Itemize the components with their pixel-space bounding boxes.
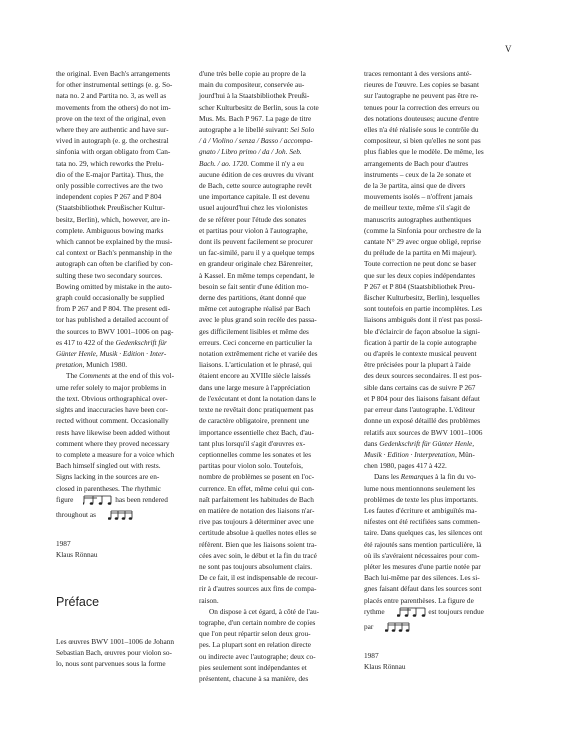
text-line: figure xyxy=(56,494,74,504)
p2-start: The xyxy=(66,371,80,381)
text-line: sur l'autographe ne peuvent pas être re- xyxy=(364,91,479,101)
text-line: partitas pour violon solo. Toutefois, xyxy=(199,461,303,471)
text-line: des deux sources secondaires. Il est pos- xyxy=(364,371,482,381)
figure-text-2: throughout as xyxy=(56,509,96,519)
text-line: rir à d'autres sources aux fins de compa- xyxy=(199,584,317,594)
text-line: currence. En effet, même celui qui con- xyxy=(199,483,315,493)
text-line: de l'exécutant et dont la notation dans le xyxy=(199,393,317,403)
text-line: pléter les mesures d'une partie notée par xyxy=(364,561,481,571)
text-line: naît parfaitement les habitudes de Bach xyxy=(199,494,314,504)
text-line: lume nous mentionnons seulement les xyxy=(364,483,476,493)
text-line: for other instrumental settings (e. g. So- xyxy=(56,80,173,90)
text-line: rive pas toujours à déterminer avec une xyxy=(199,517,314,527)
text-line: Les œuvres BWV 1001–1006 de Johann xyxy=(56,637,175,646)
text-line: nata no. 2 and Partita no. 3, as well as xyxy=(56,91,167,101)
english-author: Klaus Rönnau xyxy=(56,550,98,560)
title-part: / à / Violino / senza / Basso / accompa- xyxy=(199,136,313,146)
text-line: des notations douteuses; aucune d'entre xyxy=(364,113,479,123)
text-line: pes. La plupart sont en relation directe xyxy=(199,640,312,650)
ref-part: Musik · Edition · Interpretation xyxy=(364,449,455,459)
preface-heading: Préface xyxy=(56,595,100,609)
text-line: texte ne revêtait donc pratiquement pas xyxy=(199,405,314,415)
text-line: Toute correction ne peut donc se baser xyxy=(364,259,477,269)
text-line: même cet autographe réalisé par Bach xyxy=(199,304,311,314)
text-line: ble d'éclaircir de façon absolue la signi- xyxy=(364,326,480,336)
triplet-rhythm-notes-icon xyxy=(375,621,411,636)
text-line: du prélude de la partita en Mi majeur). xyxy=(364,248,477,258)
text-line: fication à partir de la copie autographe xyxy=(364,337,477,347)
remarques-term: Remarques xyxy=(400,472,434,482)
text-line: de meilleur texte, même s'il s'agit de xyxy=(364,203,471,213)
text-line: nombre de problèmes se posent en l'oc- xyxy=(199,472,315,482)
text-line: elles n'a été réalisée sous le contrôle du xyxy=(364,125,479,135)
fig-text-b: est toujours rendue xyxy=(426,606,484,616)
text-line: derne des partitions, étant donné que xyxy=(199,293,306,303)
text-line: en grandeur originale chez Bärenreiter, xyxy=(199,259,313,269)
col1-lines-a xyxy=(56,69,173,347)
text-line: et partitas pour violon à l'autographe, xyxy=(199,225,308,235)
text-line: erreurs. Ceci concerne en particulier la xyxy=(199,337,313,347)
text-line: sulting these two secondary sources. xyxy=(56,270,163,280)
p2-lines xyxy=(56,371,174,503)
text-line: dans xyxy=(364,438,380,448)
text-line: (comme la Sinfonia pour orchestre de la xyxy=(364,225,482,235)
text-line: certitude absolue à quelles notes elles se xyxy=(199,528,317,538)
text-line: sible dans certains cas de suivre P 267 xyxy=(364,382,476,392)
text-line: where they are authentic and have sur- xyxy=(56,125,169,135)
text-line: only possible correctives are the two xyxy=(56,181,163,191)
text-line: the sources to BWV 1001–1006 on pag- xyxy=(56,326,174,336)
text-line: arrangements de Bach pour d'autres xyxy=(364,158,469,168)
text-line: de caractère obligatoire, prennent une xyxy=(199,416,310,426)
text-line: the original. Even Bach's arrangements xyxy=(56,69,171,78)
text-line: rected without comment. Occasionally xyxy=(56,416,169,426)
text-line: notation extrêmement riche et variée des xyxy=(199,349,318,359)
reference-tail: , Munich 1980. xyxy=(82,360,128,370)
text-line: cal context or Bach's penmanship in the xyxy=(56,248,173,258)
text-line: ges difficilement lisibles et même des xyxy=(199,326,309,336)
text-line: Sebastian Bach, œuvres pour violon so- xyxy=(56,648,172,658)
text-line: tor has published a detailed account of xyxy=(56,315,169,325)
text-line: sont toutefois en partie incomplètes. Les xyxy=(364,304,482,314)
text-line: autographe a le libellé suivant: xyxy=(199,125,291,135)
text-line: et P 804 pour des liaisons faisant défaut xyxy=(364,393,480,403)
text-line: être précisées pour la plupart à l'aide xyxy=(364,360,471,370)
text-line: relatifs aux sources de BWV 1001–1006 xyxy=(364,427,483,437)
text-line: taire. Dans quelques cas, les silences ont xyxy=(364,528,483,538)
text-line: Bach lui-même par des silences. Les si- xyxy=(364,573,480,583)
text-line: tant plus lorsqu'il s'agit d'œuvres ex- xyxy=(199,438,306,448)
text-line: which cannot be explained by the musi- xyxy=(56,237,173,247)
text-line: où ils s'avéraient nécessaires pour com- xyxy=(364,550,480,560)
text-line: aucune édition de ces œuvres du vivant xyxy=(199,169,314,179)
french-paragraph-1 xyxy=(199,68,332,606)
french-intro-paragraph xyxy=(56,636,181,670)
comments-term: Comments xyxy=(79,371,110,381)
dotted-rhythm-notes-icon xyxy=(387,606,427,621)
text-line: Signs lacking in the sources are en- xyxy=(56,472,160,482)
text-line: . Comme il n'y a eu xyxy=(247,158,304,168)
text-line: une importance capitale. Il est devenu xyxy=(199,192,310,202)
french-column-2 xyxy=(199,68,332,684)
triplet-rhythm-notes-icon xyxy=(98,509,134,524)
text-line: jourd'hui à la Staatsbibliothek Preußi- xyxy=(199,91,310,101)
text-line: problèmes de texte les plus importants. xyxy=(364,494,478,504)
p4-lines xyxy=(364,472,482,604)
text-line: dans une large mesure à l'appréciation xyxy=(199,382,311,392)
ref-title-part: Günter Henle, Musik · Edition · Inter- xyxy=(56,349,167,359)
ref-title-part: pretation xyxy=(56,360,83,370)
text-line: (Staatsbibliothek Preußischer Kultur- xyxy=(56,203,165,213)
text-line: to complete a measure for a voice which xyxy=(56,449,175,459)
text-line: réfèrent. Bien que les liaisons soient tra- xyxy=(199,539,317,549)
text-line: liaisons ambiguës dont il n'est pas possi- xyxy=(364,315,483,325)
fig-text-c: par xyxy=(364,621,374,631)
text-line: sights and inaccuracies have been cor- xyxy=(56,405,168,415)
title-part: Bach. / ao. 1720 xyxy=(199,158,248,168)
text-line: P 267 et P 804 (Staatsbibliothek Preu- xyxy=(364,281,475,291)
text-line: mouvements isolés – n'offrent jamais xyxy=(364,192,473,202)
text-line: été rajoutés sans mention particulière, là xyxy=(364,539,482,549)
text-line: ume refer solely to major problems in xyxy=(56,382,167,392)
text-line: tenues pour la correction des erreurs ou xyxy=(364,102,480,112)
text-line: the text. Obvious orthographical over- xyxy=(56,393,168,403)
text-line: pies seulement sont indépendantes et xyxy=(199,662,307,672)
text-line: scher Kulturbesitz de Berlin, sous la cote xyxy=(199,102,319,112)
text-line: compositeur, si bien qu'elles ne sont pas xyxy=(364,136,481,146)
text-line: besitz, Berlin), which, however, are in- xyxy=(56,214,170,224)
figure-text: has been rendered xyxy=(113,494,168,504)
text-line: de la 3e partita, ainsi que de divers xyxy=(364,181,466,191)
col2-lines-b xyxy=(199,159,318,605)
english-paragraph-1 xyxy=(56,68,181,370)
text-line: que l'on peut répartir selon deux grou- xyxy=(199,629,311,639)
text-line: ou indirecte avec l'autographe; deux co- xyxy=(199,651,316,661)
text-line: cantate N° 29 avec orgue obligé, reprise xyxy=(364,237,481,247)
french-author: Klaus Rönnau xyxy=(364,662,406,672)
text-line: en matière de notation des liaisons n'ar- xyxy=(199,505,315,515)
text-line: dont ils peuvent facilement se procurer xyxy=(199,237,313,247)
french-paragraph-3 xyxy=(364,68,497,471)
text-line: vived in autograph (e. g. the orchestral xyxy=(56,136,169,146)
text-line: sinfonia with organ obligato from Can- xyxy=(56,147,171,157)
text-line: es 417 to 422 of the xyxy=(56,337,116,347)
title-part: Sei Solo xyxy=(290,125,315,135)
text-line: On dispose à cet égard, à côté de l'au- xyxy=(209,606,320,616)
text-line: rests have likewise been added without xyxy=(56,427,171,437)
text-line: placés entre parenthèses. La figure de xyxy=(364,595,474,605)
english-paragraph-2 xyxy=(56,370,181,524)
text-line: besoin se fait sentir d'une édition mo- xyxy=(199,281,309,291)
text-line: manuscrits autographes authentiques xyxy=(364,214,472,224)
text-line: De ce fait, il est indispensable de recour- xyxy=(199,573,318,583)
text-line: ßischer Kulturbesitz, Berlin), lesquelles xyxy=(364,293,480,303)
text-line: closed in parentheses. The rhythmic xyxy=(56,483,162,493)
text-line: présentent, chacune à sa manière, des xyxy=(199,673,309,683)
page-number: V xyxy=(505,44,512,54)
text-line: liaisons. L'articulation et le phrasé, qui xyxy=(199,360,312,370)
french-year: 1987 xyxy=(364,651,379,661)
text-line: d'une très belle copie au propre de la xyxy=(199,69,306,78)
text-line: tographe, d'un certain nombre de copies xyxy=(199,617,316,627)
text-line: traces remontant à des versions anté- xyxy=(364,69,472,78)
text-line: prove on the text of the original, even xyxy=(56,113,166,123)
p4-start: Dans les xyxy=(374,472,401,482)
text-line: Bowing omitted by mistake in the auto- xyxy=(56,281,172,291)
ref-tail: chen 1980, pages 417 à 422. xyxy=(364,461,447,471)
text-line: que sur les deux copies indépendantes xyxy=(364,270,476,280)
text-line: comment where they proved necessary xyxy=(56,438,170,448)
text-line: tata no. 29, which reworks the Prelu- xyxy=(56,158,164,168)
col3-lines-a xyxy=(364,69,484,448)
text-line: ou d'après le contexte musical peuvent xyxy=(364,349,477,359)
text-line: from P 267 and P 804. The present edi- xyxy=(56,304,171,314)
text-line: de Bach, cette source autographe revêt xyxy=(199,181,312,191)
text-line: movements from the others) do not im- xyxy=(56,102,171,112)
text-line: graph could occasionally be supplied xyxy=(56,293,165,303)
text-line: avec le plus grand soin recèle des passa- xyxy=(199,315,317,325)
text-line: at the end of this vol- xyxy=(109,371,175,381)
fig-text-a: rythme xyxy=(364,606,385,616)
text-line: ne sont pas toujours absolument clairs. xyxy=(199,561,313,571)
english-year: 1987 xyxy=(56,539,71,549)
text-line: à Kassel. En même temps cependant, le xyxy=(199,270,315,280)
french-column-3 xyxy=(364,68,497,673)
text-line: Mus. Ms. Bach P 967. La page de titre xyxy=(199,113,312,123)
text-line: à la fin du vo- xyxy=(433,472,477,482)
text-line: gnes faisant défaut dans les sources sont xyxy=(364,584,482,594)
text-line: usuel aujourd'hui chez les violonistes xyxy=(199,203,308,213)
text-line: main du compositeur, conservée au- xyxy=(199,80,305,90)
text-line: plus fiables que le modèle. De même, les xyxy=(364,147,484,157)
text-line: étaient encore au XVIIIe siècle laissés xyxy=(199,371,311,381)
text-line: rieures de l'œuvre. Les copies se basant xyxy=(364,80,479,90)
text-line: de se référer pour l'étude des sonates xyxy=(199,214,307,224)
text-line: Les fautes d'écriture et ambiguïtés ma- xyxy=(364,505,477,515)
text-line: Bach himself singled out with rests. xyxy=(56,461,161,471)
text-line: cées avec soin, le début et la fin du tracé xyxy=(199,550,317,560)
text-line: importance essentielle chez Bach, d'au- xyxy=(199,427,314,437)
text-line: par erreur dans l'autographe. L'éditeur xyxy=(364,405,476,415)
ref-title-part: Gedenkschrift für xyxy=(115,337,167,347)
ref-tail: , Mün- xyxy=(454,449,475,459)
text-line: dio of the E-major Partita). Thus, the xyxy=(56,169,164,179)
text-line: complete. Ambiguous bowing marks xyxy=(56,225,164,235)
text-line: instruments – ceux de la 2e sonate et xyxy=(364,169,472,179)
text-line: ceptionnelles comme les sonates et les xyxy=(199,449,312,459)
dotted-rhythm-notes-icon xyxy=(73,494,113,509)
title-part: gnato / Libro primo / da / Joh. Seb. xyxy=(199,147,302,157)
text-line: raison. xyxy=(199,595,219,605)
french-paragraph-2 xyxy=(199,606,332,684)
text-line: lo, nous sont parvenues sous la forme xyxy=(56,659,166,669)
text-line: autograph can often be clarified by con- xyxy=(56,259,173,269)
french-intro-column xyxy=(56,636,181,670)
text-line: independent copies P 267 and P 804 xyxy=(56,192,162,202)
ref-part: Gedenkschrift für Günter Henle, xyxy=(379,438,475,448)
text-line: nifestes ont été rectifiées sans commen- xyxy=(364,517,481,527)
french-paragraph-4 xyxy=(364,471,497,636)
text-line: un fac-similé, paru il y a quelque temps xyxy=(199,248,315,258)
english-text-column xyxy=(56,68,181,561)
text-line: donne un exposé détaillé des problèmes xyxy=(364,416,481,426)
